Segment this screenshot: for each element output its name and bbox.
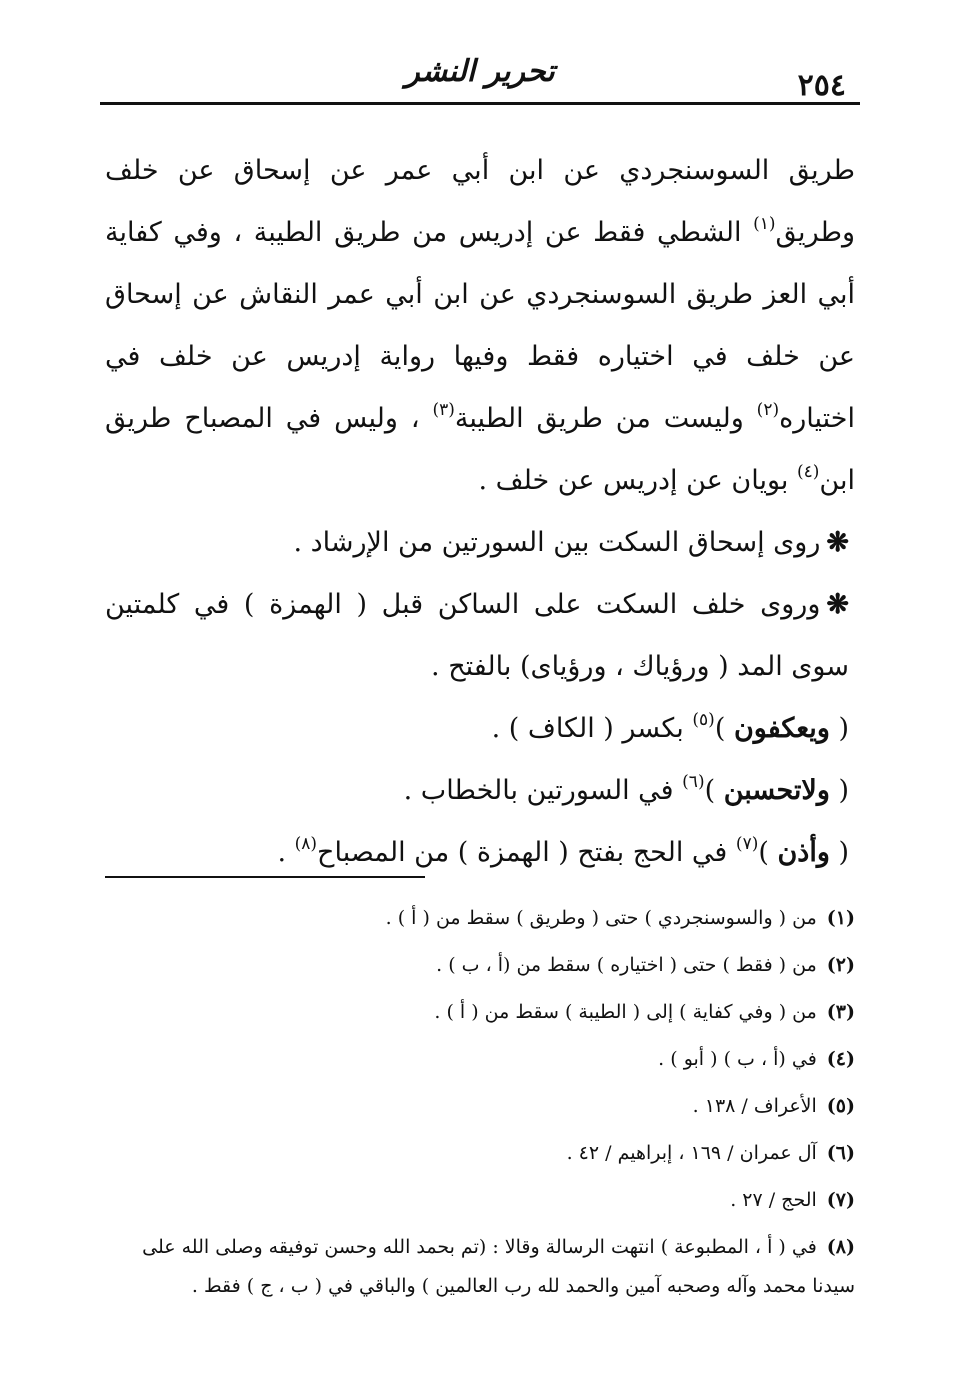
footnote-number: (٥) (826, 1095, 855, 1117)
footnote-number: (٧) (826, 1189, 855, 1211)
footnote-number: (٣) (826, 1001, 855, 1023)
reading-line-2 (105, 760, 855, 822)
footnote-text: آل عمران / ١٦٩ ، إبراهيم / ٤٢ . (566, 1142, 817, 1164)
paragraph-text: ، وليس في المصباح طريق ابن (105, 403, 855, 496)
page-header (100, 40, 860, 110)
paragraph-text: وليست من طريق الطيبة (454, 403, 757, 434)
footnote-item (100, 1083, 855, 1130)
footnote-text: من ( فقط ) حتى ( اختياره ) سقط من (أ ، ب ) . (436, 954, 817, 976)
footnote-ref-6: (٦) (682, 772, 705, 792)
footnote-text: من ( وفي كفاية ) إلى ( الطيبة ) سقط من ( أ ) . (434, 1001, 817, 1023)
page-number: ٢٥٤ (797, 68, 846, 103)
footnote-item (100, 942, 855, 989)
bracket-close: ) (758, 837, 778, 868)
bracket-close: ) (714, 713, 734, 744)
bracket-close: ) (704, 775, 724, 806)
bracket-open: ( (829, 837, 849, 868)
footnote-item (100, 1130, 855, 1177)
footnote-number: (٦) (826, 1142, 855, 1164)
footnote-ref-2: (٢) (756, 400, 780, 420)
reading-line-3 (105, 822, 855, 884)
footnote-item (100, 895, 855, 942)
footnote-separator (105, 876, 425, 878)
reading-line-1 (105, 698, 855, 760)
footnote-ref-8: (٨) (294, 834, 318, 854)
paragraph-text: طريق السوسنجردي عن ابن أبي عمر عن إسحاق عن خلف وطريق (105, 155, 855, 248)
footnote-item (100, 1036, 855, 1083)
reading-text: في الحج بفتح ( الهمزة ) من المصباح (317, 837, 736, 868)
footnote-text: الحج / ٢٧ . (730, 1189, 817, 1211)
footnote-text: الأعراف / ١٣٨ . (692, 1095, 817, 1117)
bullet-item-1 (105, 512, 855, 574)
footnote-text: في ( أ ، المطبوعة ) انتهت الرسالة وقالا : (تم بحمد الله وحسن توفيقه وصلى الله على سيدنا محمد وآله وصحبه آمين والحمد لله رب العالمين ) والباقي في ( ب ، ج ) فقط . (142, 1236, 855, 1297)
bracket-open: ( (829, 775, 849, 806)
quran-word: ويعكفون (733, 713, 830, 744)
bracket-open: ( (829, 713, 849, 744)
reading-text: بكسر ( الكاف ) . (491, 713, 693, 744)
bullet-text: روى إسحاق السكت بين السورتين من الإرشاد . (293, 527, 821, 558)
footnote-number: (٤) (826, 1048, 855, 1070)
footnote-ref-4: (٤) (797, 462, 820, 482)
footnote-number: (٨) (826, 1236, 855, 1258)
footnote-number: (١) (826, 907, 855, 929)
footnotes (100, 895, 855, 1306)
main-text (105, 140, 855, 884)
star-icon: ❋ (826, 527, 849, 558)
footnote-item (100, 1228, 855, 1306)
header-rule (100, 102, 860, 105)
footnote-ref-3: (٣) (432, 400, 455, 420)
footnote-ref-5: (٥) (692, 710, 715, 730)
running-title: تحرير النشر (405, 54, 555, 89)
star-icon: ❋ (826, 589, 849, 620)
footnote-ref-7: (٧) (735, 834, 759, 854)
footnote-number: (٢) (826, 954, 855, 976)
bullet-text: وروى خلف السكت على الساكن قبل ( الهمزة ) في كلمتين سوى المد ( ورؤياك ، ورؤياى) بالفتح . (105, 589, 849, 682)
footnote-text: في (أ ، ب ) ( أبو ) . (658, 1048, 817, 1070)
footnote-item (100, 989, 855, 1036)
quran-word: وأذن (777, 837, 830, 868)
reading-text: في السورتين بالخطاب . (403, 775, 683, 806)
footnote-text: من ( والسوسنجردي ) حتى ( وطريق ) سقط من ( أ ) . (385, 907, 817, 929)
quran-word: ولاتحسبن (723, 775, 830, 806)
footnote-item (100, 1177, 855, 1224)
paragraph-text: بويان عن إدريس عن خلف . (478, 465, 797, 496)
footnote-ref-1: (١) (753, 214, 776, 234)
bullet-item-2 (105, 574, 855, 698)
paragraph-1 (105, 140, 855, 512)
reading-text: . (277, 837, 295, 868)
paragraph-text: الشطي فقط عن إدريس من طريق الطيبة ، وفي كفاية أبي العز طريق السوسنجردي عن ابن أبي عمر النقاش عن إسحاق عن خلف في اختياره فقط وفيها رواية إدريس عن خلف في اختياره (105, 217, 855, 434)
